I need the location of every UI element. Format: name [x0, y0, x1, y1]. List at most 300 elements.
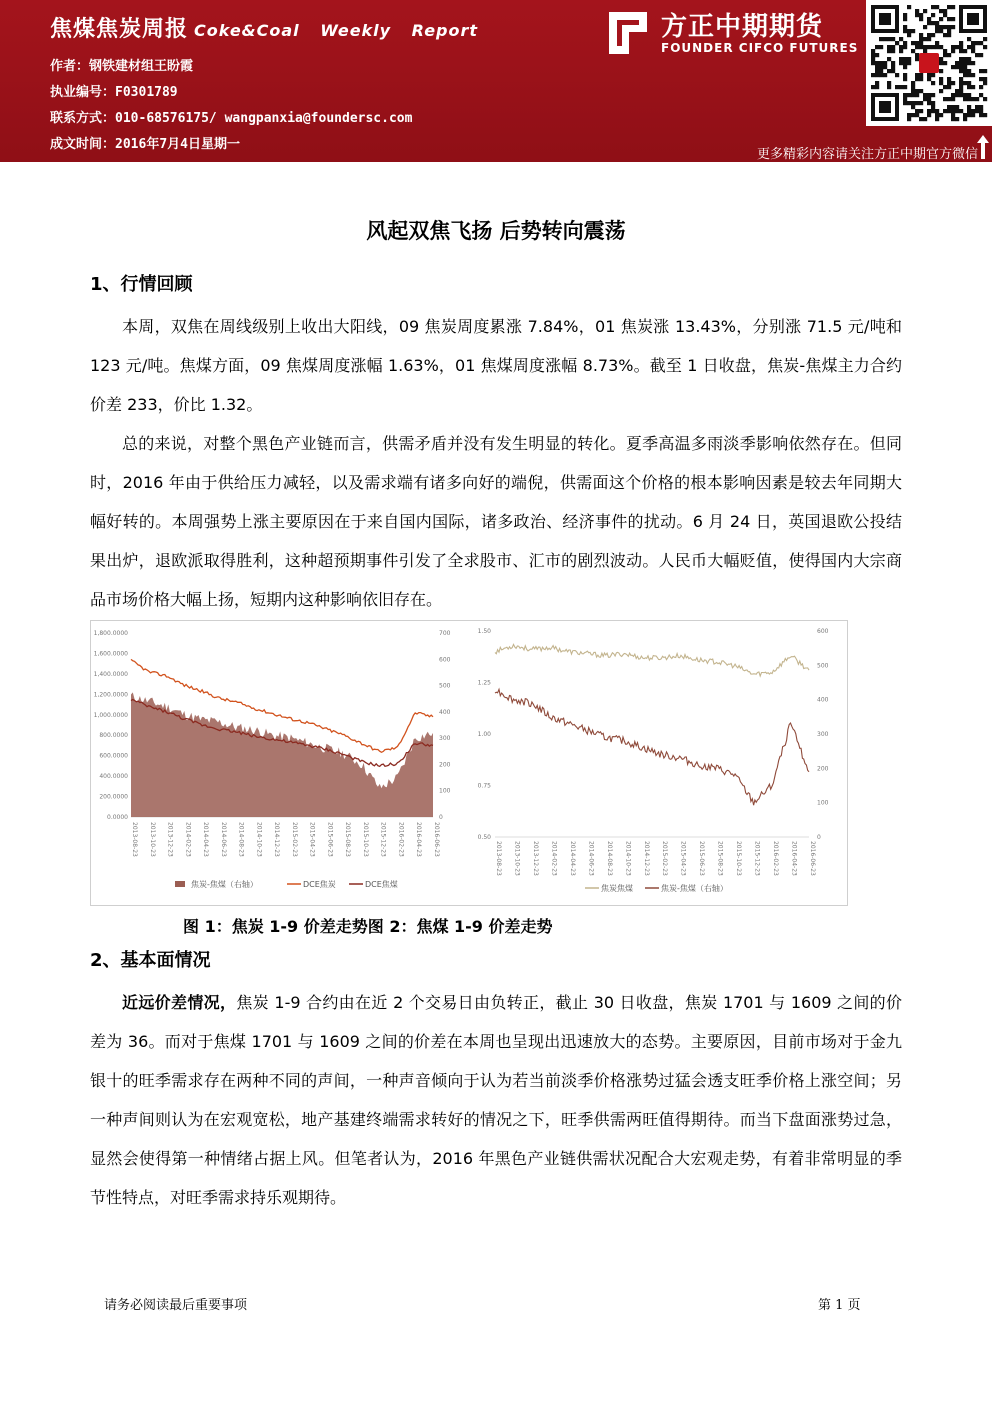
qr-module: [911, 29, 915, 33]
qr-module: [967, 45, 971, 49]
qr-module: [927, 109, 931, 113]
qr-module: [903, 61, 907, 65]
qr-module: [939, 17, 943, 21]
qr-module: [979, 93, 983, 97]
qr-module: [911, 41, 915, 45]
qr-module: [967, 37, 971, 41]
qr-module: [911, 105, 915, 109]
logo-text-en: FOUNDER CIFCO FUTURES: [661, 41, 859, 55]
qr-module: [963, 97, 967, 101]
contact-value: 010-68576175/ wangpanxia@foundersc.com: [115, 111, 413, 126]
qr-module: [979, 85, 983, 89]
qr-module: [947, 97, 951, 101]
x-tick-label: 2015-08-23: [344, 822, 352, 857]
qr-module: [879, 45, 883, 49]
qr-module: [967, 69, 971, 73]
qr-module: [939, 69, 943, 73]
qr-module: [927, 21, 931, 25]
qr-module: [955, 109, 959, 113]
qr-module: [971, 45, 975, 49]
qr-module: [967, 105, 971, 109]
qr-module: [923, 49, 927, 53]
license-line: [50, 81, 178, 100]
x-tick-label: 2016-06-23: [809, 841, 816, 876]
qr-module: [879, 65, 883, 69]
qr-module: [951, 105, 955, 109]
qr-module: [967, 93, 971, 97]
qr-module: [871, 61, 875, 65]
qr-module: [919, 37, 923, 41]
qr-module: [923, 97, 927, 101]
qr-module: [959, 41, 963, 45]
x-tick-label: 2016-02-23: [772, 841, 780, 876]
date-line: [50, 133, 240, 152]
qr-module: [927, 33, 931, 37]
qr-module: [915, 109, 919, 113]
qr-module: [955, 89, 959, 93]
qr-module: [915, 45, 919, 49]
qr-module: [963, 69, 967, 73]
x-tick-label: 2013-12-23: [166, 822, 174, 857]
qr-finder: [879, 101, 891, 113]
qr-module: [931, 33, 935, 37]
paragraph-text: 总的来说，对整个黑色产业链而言，供需矛盾并没有发生明显的转化。夏季高温多雨淡季影响依然存在。但同时，2016 年由于供给压力减轻，以及需求端有诸多向好的端倪，供需面这个价格的根本影响因素是较去年同期大幅好转的。本周强势上涨主要原因在于来自国内国际，诸多政治、经济事件的扰动。6 月 24 日，英国退欧公投结果出炉，退欧派取得胜利，这种超预期事件引发了全求股市、汇市的剧烈波动。人民币大幅贬值，使得国内大宗商品市场价格大幅上扬，短期内这种影响依旧存在。: [90, 434, 902, 609]
qr-module: [899, 49, 903, 53]
qr-module: [939, 61, 943, 65]
section-heading-1: 1、行情回顾: [90, 274, 193, 295]
qr-module: [919, 77, 923, 81]
qr-module: [883, 61, 887, 65]
x-tick-label: 2014-08-23: [605, 841, 613, 876]
qr-module: [895, 85, 899, 89]
qr-module: [959, 77, 963, 81]
figure-charts: [90, 620, 848, 906]
x-tick-label: 2015-08-23: [716, 841, 724, 876]
qr-module: [903, 73, 907, 77]
qr-module: [903, 101, 907, 105]
series-area-spread: [131, 692, 433, 817]
qr-module: [907, 61, 911, 65]
y-tick-label-left: 1,400.0000: [93, 670, 128, 678]
qr-module: [947, 25, 951, 29]
qr-module: [963, 73, 967, 77]
qr-module: [935, 117, 939, 121]
qr-module: [919, 73, 923, 77]
qr-module: [927, 101, 931, 105]
qr-module: [911, 85, 915, 89]
qr-module: [967, 57, 971, 61]
x-tick-label: 2013-08-23: [495, 841, 502, 876]
qr-module: [967, 85, 971, 89]
x-tick-label: 2014-02-23: [184, 822, 192, 857]
qr-module: [919, 45, 923, 49]
qr-module: [935, 29, 939, 33]
x-tick-label: 2016-06-23: [433, 822, 440, 857]
qr-module: [875, 53, 879, 57]
qr-module: [935, 5, 939, 9]
qr-module: [971, 97, 975, 101]
qr-module: [903, 13, 907, 17]
qr-module: [983, 69, 987, 73]
qr-module: [967, 61, 971, 65]
qr-module: [963, 57, 967, 61]
qr-module: [959, 81, 963, 85]
x-tick-label: 2013-10-23: [513, 841, 521, 876]
qr-module: [983, 81, 987, 85]
y-tick-label-left: 1,600.0000: [93, 650, 128, 658]
qr-module: [955, 45, 959, 49]
qr-module: [891, 61, 895, 65]
y-tick-label-left: 1.25: [477, 679, 491, 687]
footer-page-number: 第 1 页: [818, 1298, 861, 1313]
legend-label: 焦炭焦煤: [601, 884, 633, 893]
x-tick-label: 2015-02-23: [661, 841, 669, 876]
footer-notice: 请务必阅读最后重要事项: [104, 1298, 248, 1313]
author-value: 钢铁建材组王盼霞: [89, 59, 194, 74]
y-tick-label-left: 400.0000: [99, 773, 128, 781]
qr-module: [975, 41, 979, 45]
qr-module: [971, 109, 975, 113]
qr-module: [923, 25, 927, 29]
qr-module: [959, 85, 963, 89]
qr-module: [871, 53, 875, 57]
section1-paragraph-1: [90, 307, 902, 424]
qr-module: [927, 113, 931, 117]
qr-module: [951, 117, 955, 121]
qr-module: [935, 21, 939, 25]
qr-module: [963, 65, 967, 69]
qr-module: [947, 33, 951, 37]
qr-module: [919, 109, 923, 113]
qr-module: [971, 85, 975, 89]
qr-module: [943, 109, 947, 113]
founder-logo-icon: [605, 10, 649, 56]
qr-module: [967, 109, 971, 113]
qr-module: [911, 81, 915, 85]
qr-module: [927, 17, 931, 21]
y-tick-label-left: 200.0000: [99, 793, 128, 801]
qr-module: [931, 21, 935, 25]
qr-module: [903, 45, 907, 49]
header-banner: [0, 0, 992, 162]
qr-module: [951, 65, 955, 69]
qr-module: [939, 57, 943, 61]
qr-module: [879, 37, 883, 41]
qr-module: [967, 73, 971, 77]
x-tick-label: 2016-02-23: [397, 822, 405, 857]
x-tick-label: 2015-12-23: [753, 841, 761, 876]
qr-module: [903, 41, 907, 45]
qr-module: [911, 101, 915, 105]
report-title-cn: 焦煤焦炭周报: [50, 17, 189, 42]
qr-module: [879, 61, 883, 65]
qr-module: [887, 81, 891, 85]
qr-module: [923, 93, 927, 97]
y-tick-label-left: 1.00: [477, 731, 491, 738]
y-tick-label-right: 300: [439, 735, 451, 743]
x-tick-label: 2015-06-23: [326, 822, 334, 857]
qr-module: [935, 109, 939, 113]
qr-module: [875, 73, 879, 77]
qr-module: [935, 25, 939, 29]
qr-module: [951, 113, 955, 117]
qr-module: [927, 77, 931, 81]
qr-module: [963, 49, 967, 53]
qr-module: [971, 49, 975, 53]
qr-module: [875, 45, 879, 49]
qr-code[interactable]: [866, 0, 992, 126]
qr-module: [955, 61, 959, 65]
qr-center-logo: [919, 53, 939, 73]
section1-paragraph-2: [90, 424, 902, 619]
qr-module: [931, 93, 935, 97]
qr-module: [915, 77, 919, 81]
y-tick-label-left: 600.0000: [99, 752, 128, 760]
qr-module: [927, 97, 931, 101]
license-value: F0301789: [115, 85, 178, 100]
qr-module: [903, 57, 907, 61]
qr-module: [947, 77, 951, 81]
qr-module: [899, 37, 903, 41]
qr-module: [963, 117, 967, 121]
qr-module: [967, 113, 971, 117]
qr-module: [911, 93, 915, 97]
y-tick-label-right: 600: [439, 656, 451, 664]
qr-module: [915, 93, 919, 97]
qr-module: [979, 77, 983, 81]
qr-module: [907, 117, 911, 121]
qr-module: [983, 113, 987, 117]
qr-module: [907, 113, 911, 117]
qr-module: [947, 109, 951, 113]
chart-coke-coal-spread: [91, 621, 463, 903]
x-tick-label: 2015-06-23: [698, 841, 706, 876]
author-label: 作者：: [50, 59, 90, 74]
qr-module: [951, 93, 955, 97]
arrow-up-icon: [976, 134, 990, 160]
date-value: 2016年7月4日星期一: [115, 137, 240, 152]
qr-module: [903, 77, 907, 81]
qr-module: [879, 69, 883, 73]
section2-paragraph-1: [90, 983, 902, 1217]
qr-module: [903, 93, 907, 97]
y-tick-label-left: 1,200.0000: [93, 691, 128, 699]
x-tick-label: 2014-10-23: [255, 822, 263, 857]
qr-module: [887, 57, 891, 61]
qr-module: [947, 105, 951, 109]
qr-module: [891, 65, 895, 69]
qr-module: [915, 113, 919, 117]
qr-module: [923, 45, 927, 49]
logo-text-cn: 方正中期期货: [661, 12, 824, 42]
author-line: [50, 55, 193, 74]
qr-module: [871, 49, 875, 53]
x-tick-label: 2013-12-23: [531, 841, 539, 876]
qr-module: [919, 41, 923, 45]
qr-module: [927, 45, 931, 49]
qr-module: [887, 49, 891, 53]
qr-module: [983, 45, 987, 49]
x-tick-label: 2014-04-23: [568, 841, 576, 876]
qr-module: [959, 57, 963, 61]
paragraph-text: 本周，双焦在周线级别上收出大阳线，09 焦炭周度累涨 7.84%，01 焦炭涨 13.43%，分别涨 71.5 元/吨和 123 元/吨。焦煤方面，09 焦煤周度涨幅 1.63%，01 焦煤周度涨幅 8.73%。截至 1 日收盘，焦炭-焦煤主力合约价差 233，价比 1.32。: [90, 317, 902, 414]
legend-label: 焦炭-焦煤（右轴）: [661, 884, 728, 893]
qr-module: [907, 29, 911, 33]
paragraph-lead: 近远价差情况，: [122, 993, 237, 1012]
x-tick-label: 2015-12-23: [379, 822, 387, 857]
qr-module: [935, 113, 939, 117]
legend-label: 焦炭-焦煤（右轴）: [191, 880, 258, 889]
qr-module: [959, 69, 963, 73]
qr-module: [939, 25, 943, 29]
qr-module: [979, 105, 983, 109]
qr-module: [883, 65, 887, 69]
qr-module: [983, 37, 987, 41]
legend-label: DCE焦煤: [365, 880, 398, 889]
qr-module: [923, 9, 927, 13]
qr-module: [927, 73, 931, 77]
qr-module: [907, 33, 911, 37]
qr-module: [979, 53, 983, 57]
qr-module: [911, 49, 915, 53]
y-tick-label-right: 400: [817, 696, 829, 704]
qr-module: [951, 25, 955, 29]
qr-module: [951, 49, 955, 53]
qr-module: [895, 73, 899, 77]
y-tick-label-right: 0: [439, 814, 443, 821]
qr-module: [875, 61, 879, 65]
qr-module: [975, 105, 979, 109]
y-tick-label-right: 0: [817, 834, 821, 841]
figure-caption: 图 1：焦炭 1-9 价差走势图 2：焦煤 1-9 价差走势: [183, 917, 553, 936]
qr-module: [887, 37, 891, 41]
legend-swatch: [175, 881, 185, 887]
legend-label: DCE焦炭: [303, 880, 336, 889]
qr-module: [931, 45, 935, 49]
qr-module: [931, 101, 935, 105]
qr-module: [959, 61, 963, 65]
qr-code-icon: [866, 0, 992, 126]
qr-module: [919, 13, 923, 17]
series-line-1: [495, 689, 809, 805]
qr-module: [919, 33, 923, 37]
qr-module: [983, 77, 987, 81]
qr-module: [931, 5, 935, 9]
qr-module: [883, 37, 887, 41]
qr-module: [939, 113, 943, 117]
qr-module: [951, 109, 955, 113]
y-tick-label-right: 500: [439, 682, 451, 690]
qr-module: [939, 29, 943, 33]
qr-module: [891, 49, 895, 53]
qr-module: [943, 49, 947, 53]
qr-module: [903, 85, 907, 89]
y-tick-label-right: 700: [439, 630, 451, 637]
x-tick-label: 2014-06-23: [587, 841, 595, 876]
qr-module: [959, 49, 963, 53]
x-tick-label: 2013-10-23: [148, 822, 156, 857]
qr-module: [883, 73, 887, 77]
x-tick-label: 2015-02-23: [290, 822, 298, 857]
x-tick-label: 2014-04-23: [202, 822, 210, 857]
qr-module: [919, 89, 923, 93]
qr-module: [979, 41, 983, 45]
qr-module: [951, 97, 955, 101]
qr-module: [971, 61, 975, 65]
x-tick-label: 2016-04-23: [790, 841, 798, 876]
y-tick-label-left: 800.0000: [99, 732, 128, 740]
qr-module: [871, 73, 875, 77]
x-tick-label: 2014-02-23: [550, 841, 558, 876]
qr-module: [939, 77, 943, 81]
qr-module: [915, 101, 919, 105]
qr-module: [903, 25, 907, 29]
qr-module: [951, 5, 955, 9]
qr-module: [959, 45, 963, 49]
qr-module: [947, 29, 951, 33]
qr-module: [931, 13, 935, 17]
qr-module: [919, 17, 923, 21]
x-tick-label: 2015-04-23: [308, 822, 316, 857]
qr-module: [891, 45, 895, 49]
qr-module: [967, 97, 971, 101]
qr-module: [915, 9, 919, 13]
qr-module: [971, 73, 975, 77]
qr-module: [943, 97, 947, 101]
qr-module: [979, 69, 983, 73]
qr-module: [959, 89, 963, 93]
qr-module: [915, 41, 919, 45]
qr-module: [975, 53, 979, 57]
qr-module: [939, 9, 943, 13]
qr-module: [951, 45, 955, 49]
qr-module: [927, 37, 931, 41]
qr-module: [875, 69, 879, 73]
qr-module: [891, 37, 895, 41]
qr-module: [871, 85, 875, 89]
qr-module: [907, 5, 911, 9]
qr-module: [967, 81, 971, 85]
y-tick-label-left: 1,800.0000: [93, 630, 128, 637]
qr-module: [911, 113, 915, 117]
qr-module: [955, 65, 959, 69]
qr-module: [959, 65, 963, 69]
qr-module: [955, 93, 959, 97]
qr-module: [963, 93, 967, 97]
qr-module: [931, 105, 935, 109]
qr-module: [875, 65, 879, 69]
follow-wechat-text: 更多精彩内容请关注方正中期官方微信: [756, 147, 978, 162]
qr-module: [943, 25, 947, 29]
y-tick-label-right: 200: [439, 761, 451, 769]
document-title: 风起双焦飞扬 后势转向震荡: [366, 219, 626, 243]
qr-module: [915, 53, 919, 57]
qr-module: [955, 117, 959, 121]
qr-module: [871, 57, 875, 61]
qr-module: [923, 37, 927, 41]
qr-module: [943, 61, 947, 65]
qr-module: [963, 61, 967, 65]
qr-module: [923, 117, 927, 121]
qr-module: [935, 45, 939, 49]
qr-module: [915, 57, 919, 61]
x-tick-label: 2016-04-23: [415, 822, 423, 857]
x-tick-label: 2014-12-23: [273, 822, 281, 857]
qr-module: [887, 45, 891, 49]
qr-module: [979, 113, 983, 117]
license-label: 执业编号：: [50, 85, 116, 100]
x-tick-label: 2015-10-23: [735, 841, 743, 876]
